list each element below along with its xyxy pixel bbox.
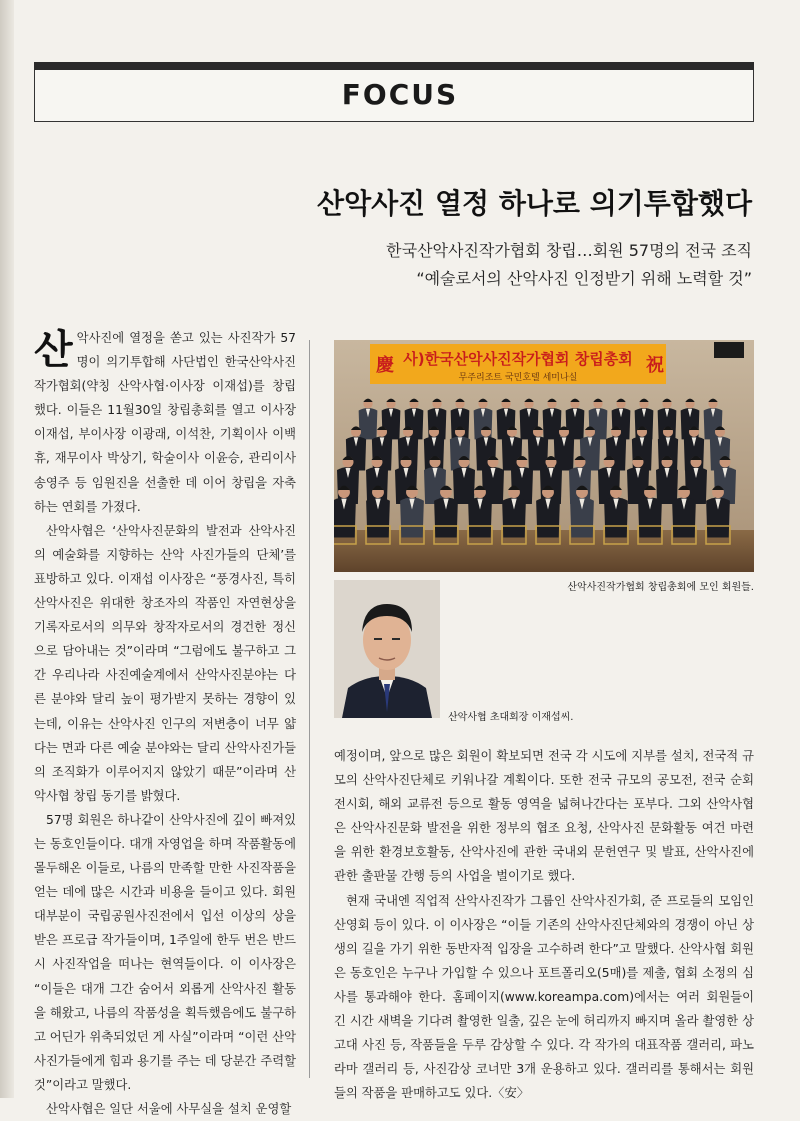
event-banner-title: 사)한국산악사진작가협회 창립총회 <box>403 350 633 368</box>
drop-cap: 산 <box>34 327 73 373</box>
portrait-photo <box>334 580 440 718</box>
event-banner-subtitle: 무주리조트 국민호텔 세미나실 <box>458 373 578 383</box>
portrait-caption: 산악사협 초대회장 이재섭씨. <box>448 712 574 723</box>
article-paragraph: 현재 국내엔 직업적 산악사진작가 그룹인 산악사진가회, 준 프로들의 모임인 산영회 등이 있다. 이 이사장은 “이들 기존의 산악사진단체와의 경쟁이 아닌 상생의 길을 가기 위한 동반자적 입장을 고수하려 한다”고 말했다. 산악사협 회원은 동호인은 누구나 가입할 수 있으나 포트폴리오(5매)를 제출, 협회 소정의 심사를 통과해야 한다. 홈페이지(www.koreampa.com)에서는 여러 회원들이 긴 시간 새벽을 기다려 촬영한 일출, 깊은 눈에 허리까지 빠지며 올라 촬영한 상고대 사진 등, 작품들을 두루 감상할 수 있다. 각 작가의 대표작품 갤러리, 파노라마 갤러리 등, 사진감상 코너만 3개 운용하고 있다. 갤러리를 통해서는 회원들의 작품을 판매하고도 있다.〈安〉 <box>334 893 754 1101</box>
portrait-photo-image <box>334 580 440 718</box>
article-paragraph <box>34 326 296 519</box>
event-banner-side-char: 慶 <box>376 355 394 376</box>
article-column-right <box>334 744 754 1105</box>
page-gutter-shadow <box>0 0 14 1098</box>
article-paragraph: 57명 회원은 하나같이 산악사진에 깊이 빠져있는 동호인들이다. 대개 자영업을 하며 작품활동에 몰두해온 이들로, 나름의 만족할 만한 사진작품을 얻는 데에 많은 시간과 비용을 들이고 있다. 회원 대부분이 국립공원사진전에서 입선 이상의 상을 받은 프로급 작가들이며, 1주일에 한두 번은 반드시 사진작업을 떠나는 현역들이다. 이 이사장은 “이들은 대개 그간 숨어서 외롭게 산악사진 활동을 해왔고, 나름의 작품성을 획득했음에도 불구하고 어딘가 위축되었던 게 사실”이라며 “이런 산악사진가들에게 힘과 용기를 주는 데 당분간 주력할 것”이라고 말했다. <box>34 812 296 1092</box>
section-label: FOCUS <box>341 78 459 111</box>
article-subheadline-2: “예술로서의 산악사진 인정받기 위해 노력할 것” <box>416 269 752 288</box>
article-subheadline-1: 한국산악사진작가협회 창립…회원 57명의 전국 조직 <box>386 241 752 260</box>
article-headline: 산악사진 열정 하나로 의기투합했다 <box>317 187 752 220</box>
group-photo <box>334 340 754 572</box>
article-paragraph: 산악사협은 ‘산악사진문화의 발전과 산악사진의 예술화를 지향하는 산악 사진가들의 단체’를 표방하고 있다. 이재섭 이사장은 “풍경사진, 특히 산악사진은 위대한 창조자의 작품인 자연현상을 기록자로서의 의무와 창작자로서의 경건한 정신으로 담아내는 것”이라며 “그럼에도 불구하고 그간 우리나라 사진예술계에서 산악사진분야는 다른 분야와 달리 높이 평가받지 못하는 경향이 있는데, 이유는 산악사진 인구의 저변층이 너무 얇다는 면과 다른 예술 분야와는 달리 산악사진가들의 조직화가 이루어지지 않았기 때문”이라며 산악사협 창립 동기를 밝혔다. <box>34 523 296 803</box>
column-divider <box>309 340 310 1078</box>
event-banner-side-char: 祝 <box>646 355 664 376</box>
section-banner-bar <box>34 62 754 70</box>
article-paragraph: 예정이며, 앞으로 많은 회원이 확보되면 전국 각 시도에 지부를 설치, 전국적 규모의 산악사진단체로 키워나갈 계획이다. 또한 전국 규모의 공모전, 전국 순회전시회, 해외 교류전 등으로 활동 영역을 넓혀나간다는 포부다. 그외 산악사협은 산악사진문화 발전을 위한 정부의 협조 요청, 산악사진 문화활동 여건 마련을 위한 환경보호활동, 산악사진에 관한 국내외 문헌연구 및 발표, 산악사진에 관한 출판물 간행 등의 사업을 벌이기로 했다. <box>334 749 754 884</box>
group-photo-caption: 산악사진작가협회 창립총회에 모인 회원들. <box>567 582 754 593</box>
article-paragraph: 산악사협은 일단 서울에 사무실을 설치 운영할 <box>46 1102 292 1116</box>
group-photo-image <box>334 340 754 572</box>
paragraph-text: 악사진에 열정을 쏟고 있는 사진작가 57명이 의기투합해 사단법인 한국산악사진작가협회(약칭 산악사협·이사장 이재섭)를 창립했다. 이들은 11월30일 창립총회를 열고 이사장 이재섭, 부이사장 이광래, 이석찬, 기획이사 이백휴, 재무이사 박상기, 학술이사 이윤승, 관리이사 송영주 등 임원진을 선출한 데 이어 창립을 자축하는 연회를 가졌다. <box>34 331 296 514</box>
article-column-left <box>34 326 296 1121</box>
